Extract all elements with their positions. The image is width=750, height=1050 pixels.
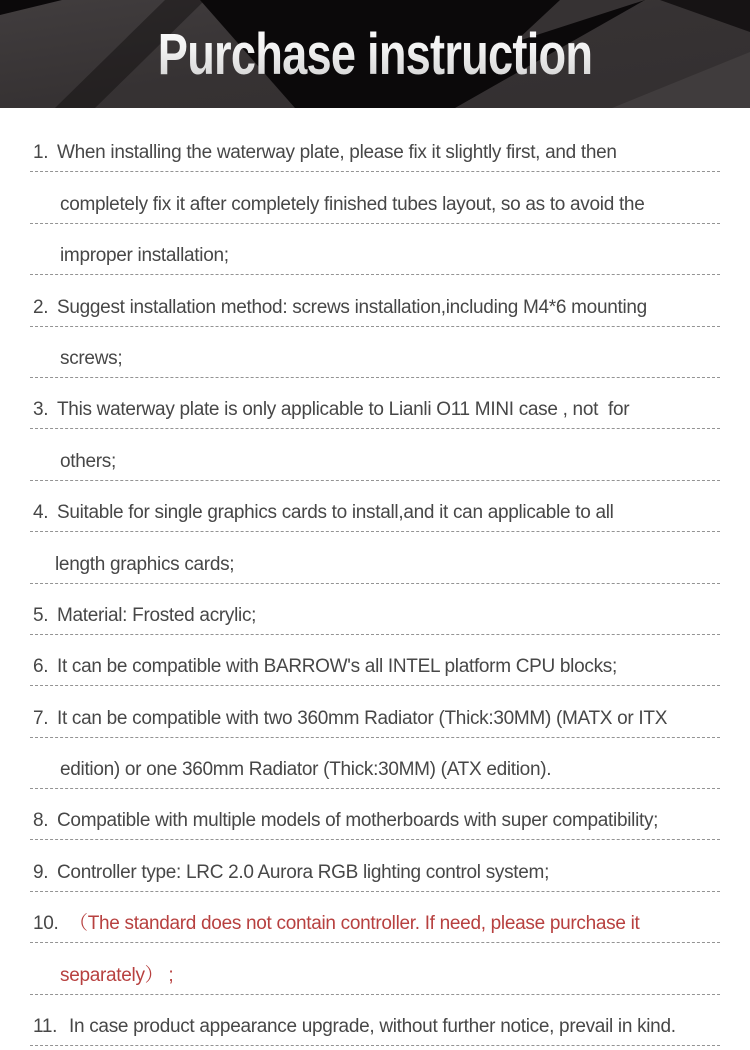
line-text: Compatible with multiple models of motherboards with super compatibility; <box>57 810 659 832</box>
line-text: improper installation; <box>60 245 229 267</box>
instruction-list <box>30 121 720 1046</box>
line-number: 9. <box>33 861 49 883</box>
instruction-line-10b <box>30 943 720 994</box>
instruction-line-3a <box>30 378 720 429</box>
line-number: 2. <box>33 296 49 318</box>
header-banner <box>0 0 750 108</box>
instruction-line-2a <box>30 275 720 326</box>
instruction-line-8 <box>30 789 720 840</box>
line-text-red: （The standard does not contain controller. If need, please purchase it <box>69 913 640 935</box>
line-text: completely fix it after completely finished tubes layout, so as to avoid the <box>60 193 645 215</box>
line-number: 1. <box>33 142 49 164</box>
instruction-line-5 <box>30 584 720 635</box>
instruction-line-6 <box>30 635 720 686</box>
line-text: Suggest installation method: screws installation,including M4*6 mounting <box>57 296 647 318</box>
line-text: In case product appearance upgrade, without further notice, prevail in kind. <box>69 1016 676 1038</box>
instruction-line-7a <box>30 686 720 737</box>
line-text: others; <box>60 450 116 472</box>
line-text: length graphics cards; <box>55 553 235 575</box>
line-text: Suitable for single graphics cards to install,and it can applicable to all <box>57 502 614 524</box>
instruction-line-7b <box>30 738 720 789</box>
line-number: 6. <box>33 656 49 678</box>
line-number: 10. <box>33 913 59 935</box>
line-number: 3. <box>33 399 49 421</box>
line-text: It can be compatible with two 360mm Radiator (Thick:30MM) (MATX or ITX <box>57 707 668 729</box>
line-number: 8. <box>33 810 49 832</box>
line-number: 7. <box>33 707 49 729</box>
instruction-line-1b <box>30 172 720 223</box>
line-text: This waterway plate is only applicable to Lianli O11 MINI case , not for <box>57 399 630 421</box>
line-number: 4. <box>33 502 49 524</box>
instruction-line-1c <box>30 224 720 275</box>
instruction-line-1a <box>30 121 720 172</box>
line-text: Controller type: LRC 2.0 Aurora RGB lighting control system; <box>57 861 550 883</box>
instruction-line-3b <box>30 429 720 480</box>
line-text: Material: Frosted acrylic; <box>57 604 257 626</box>
instruction-line-4b <box>30 532 720 583</box>
instruction-line-2b <box>30 327 720 378</box>
instruction-line-10a <box>30 892 720 943</box>
instruction-line-4a <box>30 481 720 532</box>
line-number: 11. <box>33 1016 58 1038</box>
instruction-line-9 <box>30 840 720 891</box>
line-text: edition) or one 360mm Radiator (Thick:30MM) (ATX edition). <box>60 759 552 781</box>
line-number: 5. <box>33 604 49 626</box>
line-text: It can be compatible with BARROW's all INTEL platform CPU blocks; <box>57 656 617 678</box>
page-title: Purchase instruction <box>83 0 668 108</box>
line-text: When installing the waterway plate, please fix it slightly first, and then <box>57 142 617 164</box>
instruction-line-11 <box>30 995 720 1046</box>
line-text-red: separately） ; <box>60 964 174 986</box>
line-text: screws; <box>60 347 123 369</box>
